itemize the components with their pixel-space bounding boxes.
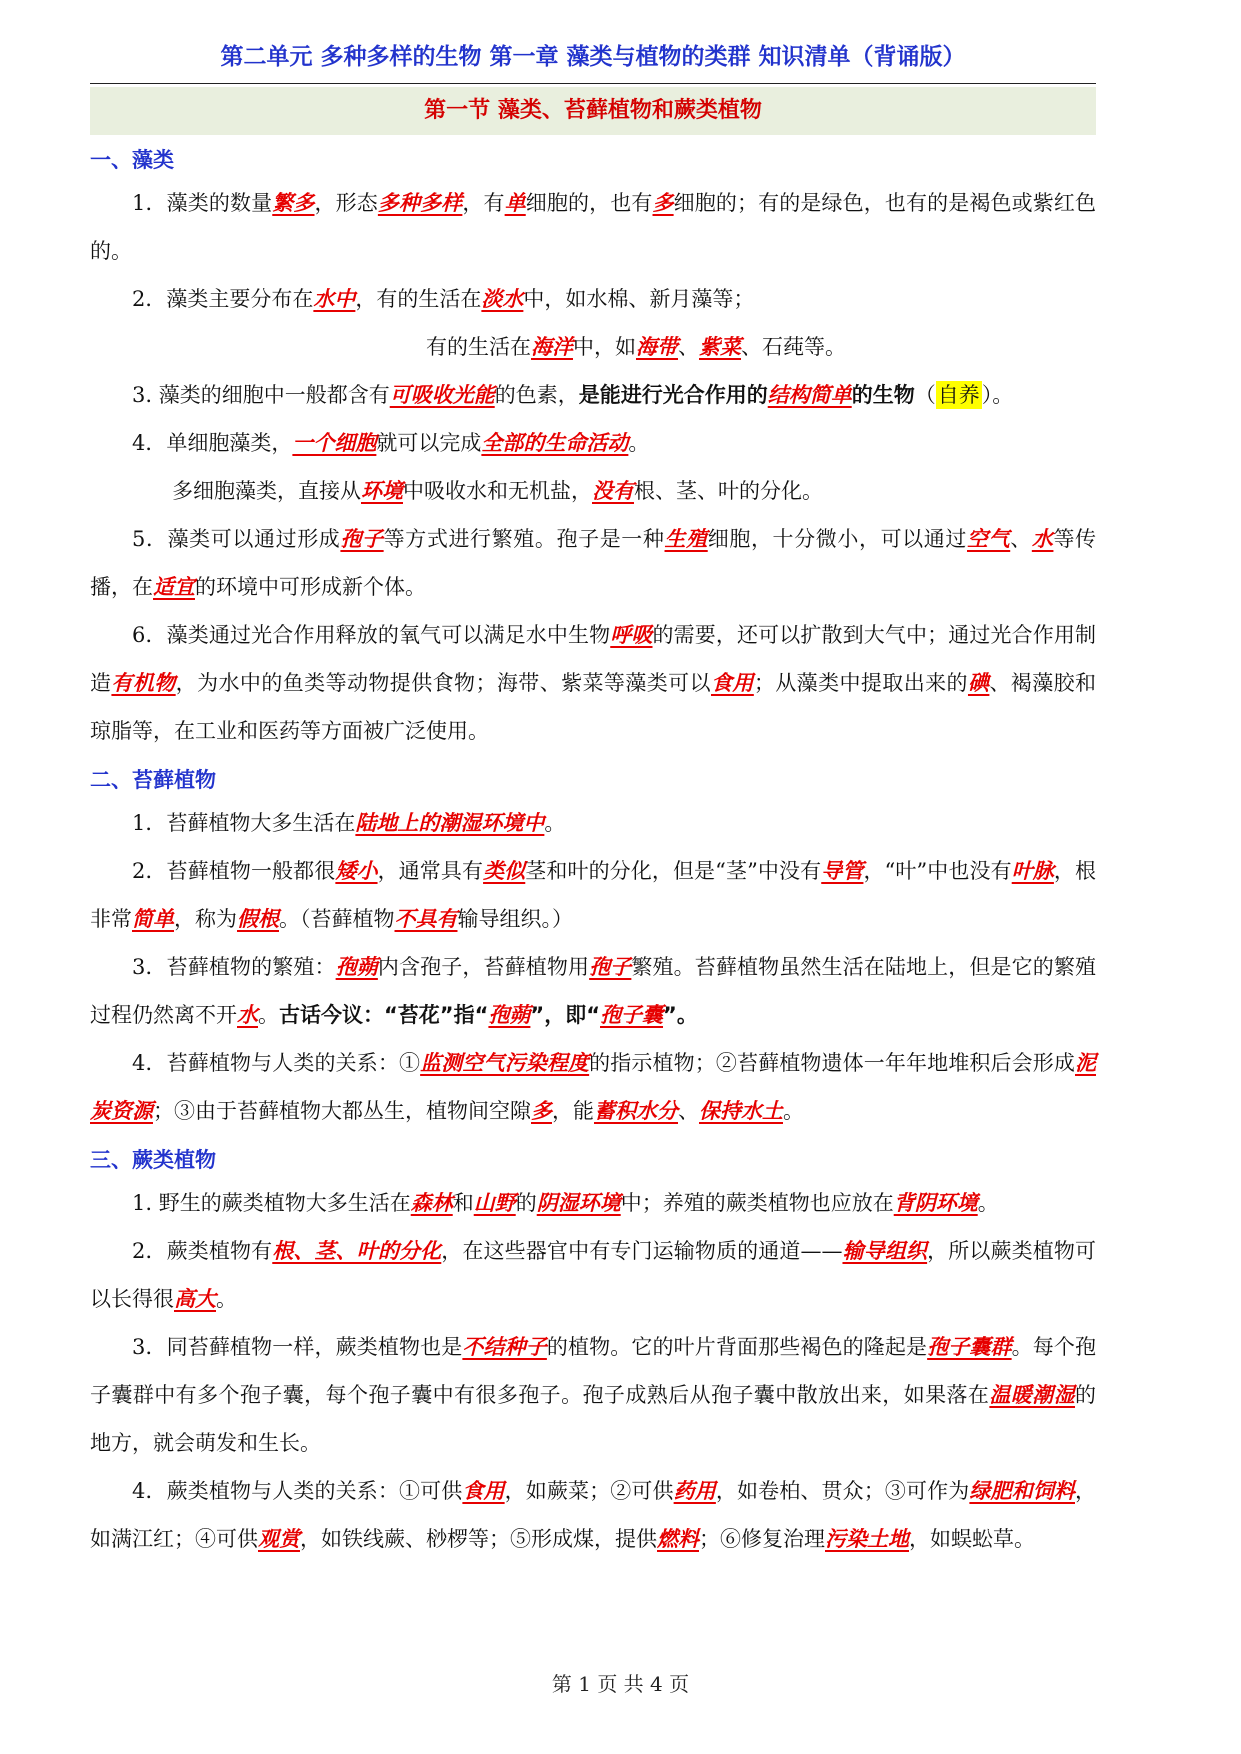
keyword: 孢蒴 bbox=[335, 955, 378, 979]
keyword: 孢子囊群 bbox=[927, 1335, 1012, 1359]
keyword: 单 bbox=[504, 191, 526, 215]
fern-point-4: 4．蕨类植物与人类的关系：①可供食用，如蕨菜；②可供药用，如卷柏、贯众；③可作为绿肥和饲料，如满江红；④可供观赏，如铁线蕨、桫椤等；⑤形成煤，提供燃料；⑥修复治理污染土地，如蜈蚣草。 bbox=[90, 1479, 1096, 1551]
algae-point-4a: 4．单细胞藻类，一个细胞就可以完成全部的生命活动。 bbox=[132, 431, 650, 455]
algae-point-2b: 有的生活在海洋中，如海带、紫菜、石莼等。 bbox=[426, 335, 846, 359]
keyword: 多种多样 bbox=[377, 191, 463, 215]
keyword: 绿肥和饲料 bbox=[969, 1479, 1075, 1503]
keyword: 高大 bbox=[174, 1287, 216, 1311]
keyword: 药用 bbox=[673, 1479, 716, 1503]
keyword: 水中 bbox=[313, 287, 356, 311]
heading-ferns: 三、蕨类植物 bbox=[90, 1148, 216, 1172]
keyword: 类似 bbox=[483, 859, 526, 883]
keyword: 山野 bbox=[473, 1191, 516, 1215]
keyword: 繁多 bbox=[272, 191, 315, 215]
keyword: 结构简单 bbox=[767, 383, 852, 407]
moss-point-1: 1．苔藓植物大多生活在陆地上的潮湿环境中。 bbox=[132, 811, 566, 835]
keyword: 背阴环境 bbox=[893, 1191, 978, 1215]
algae-point-4b: 多细胞藻类，直接从环境中吸收水和无机盐，没有根、茎、叶的分化。 bbox=[172, 479, 823, 503]
keyword: 监测空气污染程度 bbox=[420, 1051, 590, 1075]
keyword: 简单 bbox=[132, 907, 174, 931]
fern-point-1: 1. 野生的蕨类植物大多生活在森林和山野的阴湿环境中；养殖的蕨类植物也应放在背阴环境。 bbox=[132, 1191, 999, 1215]
keyword: 没有 bbox=[592, 479, 634, 503]
keyword: 叶脉 bbox=[1011, 859, 1054, 883]
keyword: 孢蒴 bbox=[488, 1003, 531, 1027]
keyword: 泥炭资源 bbox=[90, 1051, 1096, 1123]
document-header: 第二单元 多种多样的生物 第一章 藻类与植物的类群 知识清单（背诵版） bbox=[90, 0, 1096, 84]
keyword: 温暖潮湿 bbox=[989, 1383, 1076, 1407]
keyword: 不具有 bbox=[394, 907, 458, 931]
fern-point-3: 3．同苔藓植物一样，蕨类植物也是不结种子的植物。它的叶片背面那些褐色的隆起是孢子囊群。每个孢子囊群中有多个孢子囊，每个孢子囊中有很多孢子。孢子成熟后从孢子囊中散放出来，如果落在温暖潮湿的地方，就会萌发和生长。 bbox=[90, 1335, 1097, 1455]
keyword: 全部的生命活动 bbox=[481, 431, 629, 455]
moss-point-3: 3．苔藓植物的繁殖：孢蒴内含孢子，苔藓植物用孢子繁殖。苔藓植物虽然生活在陆地上，但是它的繁殖过程仍然离不开水。古话今议：“苔花”指“孢蒴”，即“孢子囊”。 bbox=[90, 955, 1096, 1027]
keyword: 孢子囊 bbox=[600, 1003, 664, 1027]
keyword: 多 bbox=[652, 191, 674, 215]
keyword: 适宜 bbox=[153, 575, 195, 599]
keyword: 环境 bbox=[361, 479, 403, 503]
algae-point-2a: 2．藻类主要分布在水中，有的生活在淡水中，如水棉、新月藻等； bbox=[132, 287, 755, 311]
keyword: 燃料 bbox=[657, 1527, 699, 1551]
fern-point-2: 2．蕨类植物有根、茎、叶的分化，在这些器官中有专门运输物质的通道——输导组织，所以蕨类植物可以长得很高大。 bbox=[90, 1239, 1097, 1311]
algae-point-3: 3. 藻类的细胞中一般都含有可吸收光能的色素，是能进行光合作用的结构简单的生物（自养）。 bbox=[132, 383, 1014, 407]
keyword: 保持水土 bbox=[699, 1099, 783, 1123]
heading-algae: 一、藻类 bbox=[90, 148, 174, 172]
heading-bryophytes: 二、苔藓植物 bbox=[90, 768, 216, 792]
keyword: 碘 bbox=[967, 671, 990, 695]
moss-point-4: 4．苔藓植物与人类的关系：①监测空气污染程度的指示植物；②苔藓植物遗体一年年地堆积后会形成泥炭资源；③由于苔藓植物大都丛生，植物间空隙多，能蓄积水分、保持水土。 bbox=[90, 1051, 1096, 1123]
keyword: 导管 bbox=[821, 859, 864, 883]
keyword: 有机物 bbox=[111, 671, 176, 695]
keyword: 淡水 bbox=[481, 287, 524, 311]
keyword: 水 bbox=[1031, 527, 1054, 551]
keyword: 陆地上的潮湿环境中 bbox=[355, 811, 545, 835]
keyword: 呼吸 bbox=[610, 623, 653, 647]
keyword: 海洋 bbox=[531, 335, 573, 359]
algae-point-6: 6．藻类通过光合作用释放的氧气可以满足水中生物呼吸的需要，还可以扩散到大气中；通过光合作用制造有机物，为水中的鱼类等动物提供食物；海带、紫菜等藻类可以食用；从藻类中提取出来的碘、褐藻胶和琼脂等，在工业和医药等方面被广泛使用。 bbox=[90, 623, 1097, 743]
keyword: 多 bbox=[531, 1099, 552, 1123]
keyword: 输导组织 bbox=[842, 1239, 928, 1263]
page-number-footer: 第 1 页 共 4 页 bbox=[551, 1672, 690, 1696]
keyword: 空气 bbox=[967, 527, 1011, 551]
keyword: 可吸收光能 bbox=[389, 383, 495, 407]
keyword: 紫菜 bbox=[699, 335, 741, 359]
keyword: 根、茎、叶的分化 bbox=[272, 1239, 442, 1263]
keyword: 阴湿环境 bbox=[536, 1191, 621, 1215]
keyword: 一个细胞 bbox=[292, 431, 377, 455]
keyword: 矮小 bbox=[335, 859, 378, 883]
keyword: 森林 bbox=[410, 1191, 453, 1215]
keyword: 食用 bbox=[462, 1479, 505, 1503]
algae-point-1: 1．藻类的数量繁多，形态多种多样，有单细胞的，也有多细胞的；有的是绿色，也有的是褐色或紫红色的。 bbox=[90, 191, 1096, 263]
keyword: 食用 bbox=[711, 671, 754, 695]
keyword: 假根 bbox=[237, 907, 279, 931]
keyword: 不结种子 bbox=[462, 1335, 547, 1359]
keyword: 观赏 bbox=[258, 1527, 300, 1551]
algae-point-5: 5．藻类可以通过形成孢子等方式进行繁殖。孢子是一种生殖细胞，十分微小，可以通过空气、水等传播，在适宜的环境中可形成新个体。 bbox=[90, 527, 1097, 599]
keyword: 污染土地 bbox=[825, 1527, 909, 1551]
keyword: 水 bbox=[237, 1003, 258, 1027]
keyword: 生殖 bbox=[664, 527, 708, 551]
keyword: 海带 bbox=[636, 335, 678, 359]
keyword: 孢子 bbox=[589, 955, 632, 979]
moss-point-2: 2．苔藓植物一般都很矮小，通常具有类似茎和叶的分化，但是“茎”中没有导管，“叶”中也没有叶脉，根非常简单，称为假根。（苔藓植物不具有输导组织。） bbox=[90, 859, 1097, 931]
keyword: 孢子 bbox=[340, 527, 384, 551]
keyword: 蓄积水分 bbox=[594, 1099, 678, 1123]
section-title-bar: 第一节 藻类、苔藓植物和蕨类植物 bbox=[90, 87, 1096, 135]
highlight-autotroph: 自养 bbox=[937, 383, 980, 407]
